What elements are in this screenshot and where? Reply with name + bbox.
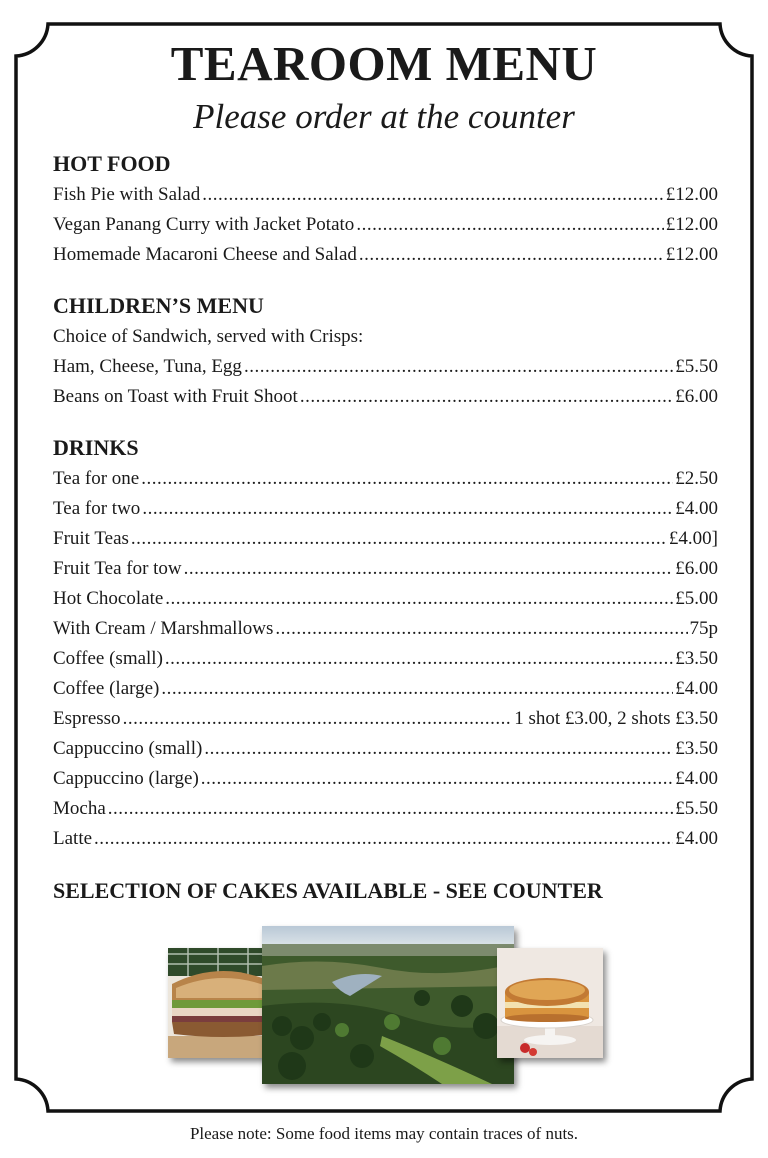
item-price: £3.50: [675, 738, 718, 759]
item-price: £5.00: [675, 588, 718, 609]
item-price: £4.00]: [668, 528, 718, 549]
dot-leader: [123, 704, 513, 734]
item-name: Cappuccino (small): [53, 738, 203, 759]
item-price: £2.50: [675, 468, 718, 489]
item-price: £5.50: [675, 798, 718, 819]
dot-leader: [94, 824, 673, 854]
dot-leader: [275, 614, 687, 644]
dot-leader: [142, 494, 673, 524]
dot-leader: [204, 734, 673, 764]
dot-leader: [165, 584, 673, 614]
drinks-section: [53, 434, 718, 854]
menu-item: [53, 382, 718, 412]
menu-item: [53, 644, 718, 674]
item-name: Mocha: [53, 798, 106, 819]
item-name: Tea for two: [53, 498, 141, 519]
item-price: 75p: [689, 618, 718, 639]
nuts-warning-note: Please note: Some food items may contain traces of nuts.: [189, 1124, 579, 1143]
item-name: Coffee (large): [53, 678, 160, 699]
item-price: 1 shot £3.00, 2 shots £3.50: [514, 708, 718, 729]
dot-leader: [300, 382, 673, 412]
item-name: Coffee (small): [53, 648, 163, 669]
menu-item: [53, 764, 718, 794]
menu-item: [53, 704, 718, 734]
dot-leader: [165, 644, 673, 674]
item-price: £4.00: [675, 498, 718, 519]
menu-subtitle: Please order at the counter: [193, 97, 575, 136]
menu-item: [53, 674, 718, 704]
item-price: £6.00: [675, 386, 718, 407]
item-name: Fruit Tea for tow: [53, 558, 182, 579]
dot-leader: [359, 240, 664, 270]
item-name: Fish Pie with Salad: [53, 184, 201, 205]
menu-item: [53, 494, 718, 524]
item-name: Latte: [53, 828, 93, 849]
menu-item: [53, 734, 718, 764]
item-name: With Cream / Marshmallows: [53, 618, 274, 639]
menu-item: [53, 824, 718, 854]
landscape-photo: [262, 926, 514, 1084]
section-heading: HOT FOOD: [53, 151, 171, 176]
menu-item: [53, 584, 718, 614]
item-name: Espresso: [53, 708, 121, 729]
item-price: £4.00: [675, 828, 718, 849]
item-price: £12.00: [665, 214, 718, 235]
item-name: Vegan Panang Curry with Jacket Potato: [53, 214, 355, 235]
section-heading: DRINKS: [53, 435, 139, 460]
hot-food-section: [53, 150, 718, 270]
cakes-heading: SELECTION OF CAKES AVAILABLE - SEE COUNTER: [53, 878, 603, 903]
childrens-menu-note: Choice of Sandwich, served with Crisps:: [53, 326, 364, 347]
dot-leader: [244, 352, 673, 382]
dot-leader: [141, 464, 673, 494]
item-name: Fruit Teas: [53, 528, 129, 549]
menu-title: TEAROOM MENU: [170, 36, 598, 91]
item-price: £4.00: [675, 678, 718, 699]
menu-item: [53, 464, 718, 494]
menu-item: [53, 524, 718, 554]
item-name: Cappuccino (large): [53, 768, 199, 789]
item-price: £6.00: [675, 558, 718, 579]
menu-item: [53, 352, 718, 382]
item-name: Ham, Cheese, Tuna, Egg: [53, 356, 242, 377]
item-name: Tea for one: [53, 468, 140, 489]
dot-leader: [184, 554, 674, 584]
menu-item: [53, 794, 718, 824]
menu-item: [53, 554, 718, 584]
item-name: Beans on Toast with Fruit Shoot: [53, 386, 298, 407]
item-price: £5.50: [675, 356, 718, 377]
dot-leader: [201, 764, 673, 794]
item-name: Hot Chocolate: [53, 588, 164, 609]
dot-leader: [108, 794, 673, 824]
menu-item: [53, 240, 718, 270]
section-heading: CHILDREN’S MENU: [53, 293, 264, 318]
childrens-menu-section: [53, 292, 718, 412]
menu-item: [53, 614, 718, 644]
item-price: £3.50: [675, 648, 718, 669]
dot-leader: [161, 674, 673, 704]
dot-leader: [356, 210, 663, 240]
item-price: £12.00: [665, 184, 718, 205]
dot-leader: [131, 524, 667, 554]
item-price: £4.00: [675, 768, 718, 789]
menu-item: [53, 180, 718, 210]
cake-photo: [497, 948, 603, 1058]
item-name: Homemade Macaroni Cheese and Salad: [53, 244, 357, 265]
dot-leader: [202, 180, 663, 210]
item-price: £12.00: [665, 244, 718, 265]
menu-item: [53, 210, 718, 240]
